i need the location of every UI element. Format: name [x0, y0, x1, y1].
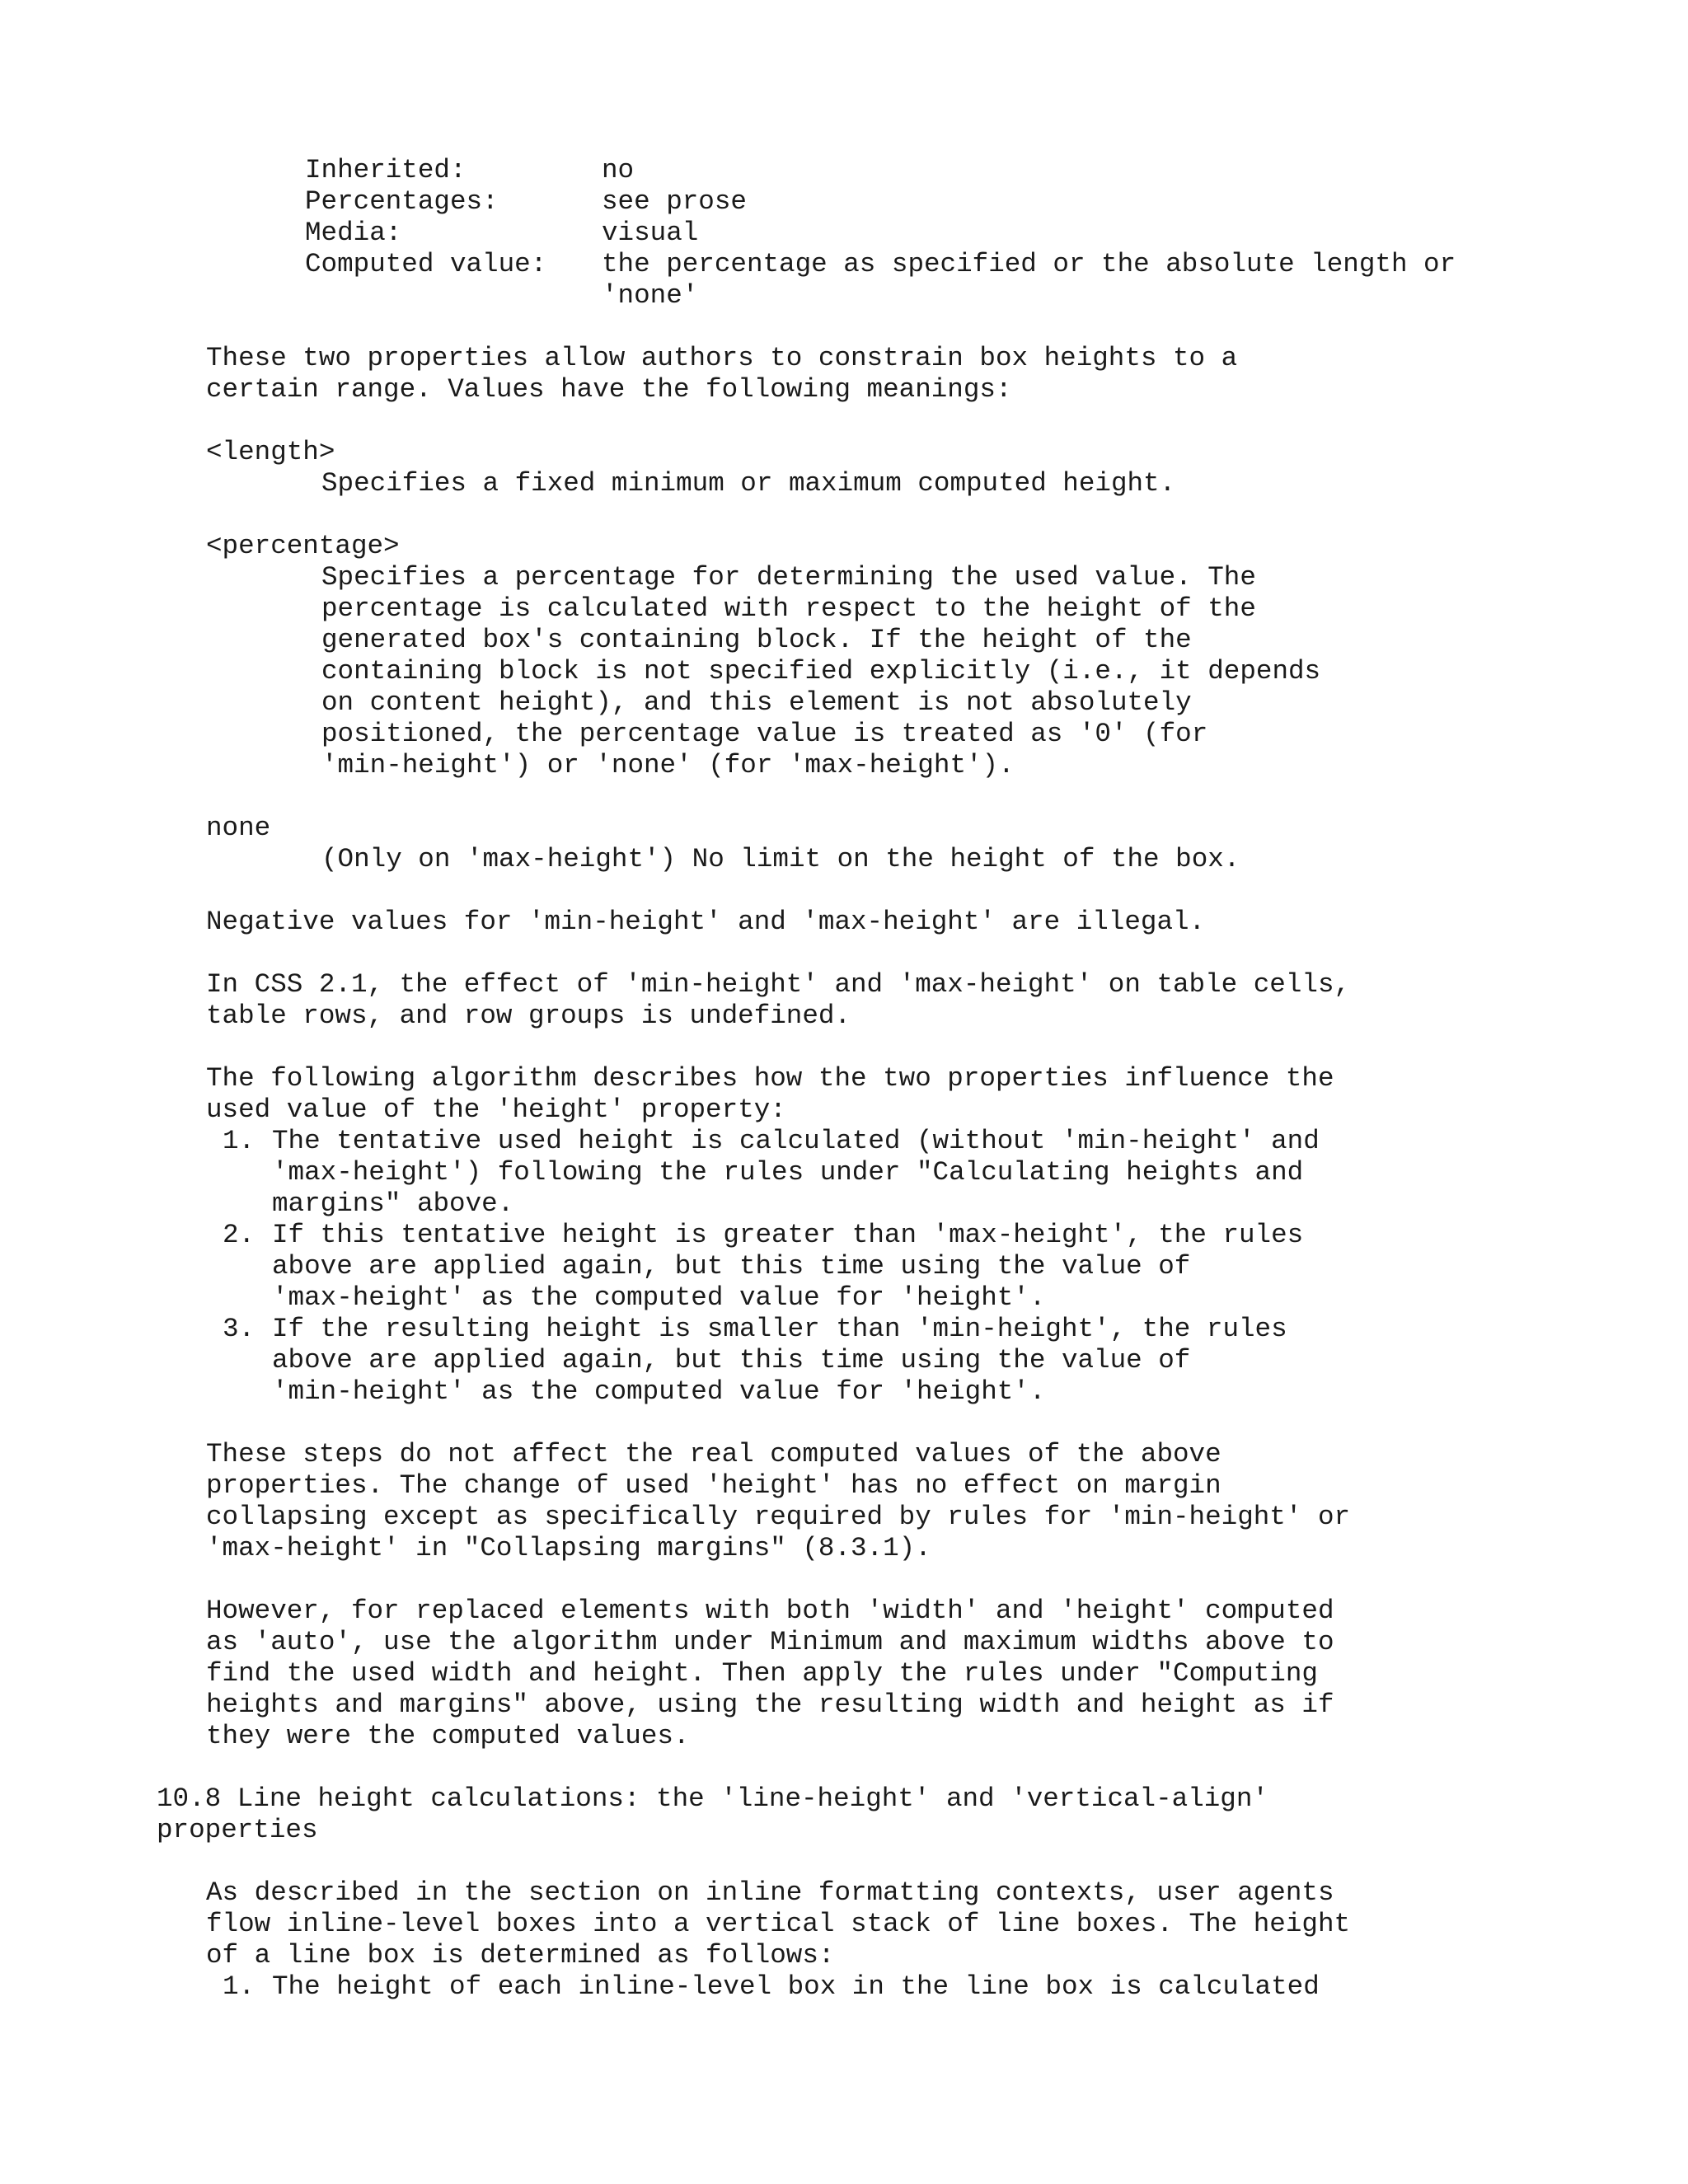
- list-item-line: 'max-height') following the rules under "Calculating heights and: [272, 1157, 1304, 1188]
- list-item-line: The tentative used height is calculated (without 'min-height' and: [272, 1126, 1320, 1156]
- paragraph-line: These two properties allow authors to constrain box heights to a: [206, 343, 1238, 373]
- list-item-line: above are applied again, but this time using the value of: [272, 1251, 1191, 1282]
- property-value: visual: [602, 218, 699, 248]
- paragraph-line: flow inline-level boxes into a vertical stack of line boxes. The height: [206, 1909, 1351, 1939]
- paragraph-line: 'max-height' in "Collapsing margins" (8.3.1).: [206, 1533, 931, 1563]
- definition-line: generated box's containing block. If the height of the: [321, 625, 1192, 655]
- list-item-line: above are applied again, but this time using the value of: [272, 1345, 1191, 1376]
- paragraph-line: In CSS 2.1, the effect of 'min-height' and 'max-height' on table cells,: [206, 969, 1351, 1000]
- list-item-line: The height of each inline-level box in the line box is calculated: [272, 1971, 1320, 2002]
- paragraph-line: certain range. Values have the following meanings:: [206, 374, 1012, 405]
- paragraph-line: as 'auto', use the algorithm under Minimum and maximum widths above to: [206, 1627, 1334, 1657]
- list-item-line: margins" above.: [272, 1188, 514, 1219]
- property-name: Computed value:: [305, 249, 547, 279]
- definition-term: none: [206, 813, 271, 843]
- paragraph-line: find the used width and height. Then apply the rules under "Computing: [206, 1658, 1318, 1689]
- definition-line: on content height), and this element is not absolutely: [321, 687, 1192, 718]
- definition-line: (Only on 'max-height') No limit on the height of the box.: [321, 844, 1240, 874]
- definition-line: containing block is not specified explicitly (i.e., it depends: [321, 656, 1321, 687]
- property-name: Percentages:: [305, 186, 499, 217]
- definition-line: Specifies a fixed minimum or maximum computed height.: [321, 468, 1176, 499]
- list-item-number: 1.: [223, 1126, 256, 1156]
- section-heading: 10.8 Line height calculations: the 'line-height' and 'vertical-align': [157, 1783, 1268, 1814]
- section-heading: properties: [157, 1815, 318, 1845]
- property-name: Inherited:: [305, 155, 467, 185]
- property-value: no: [602, 155, 635, 185]
- list-item-number: 2.: [223, 1220, 256, 1250]
- list-item-line: If the resulting height is smaller than 'min-height', the rules: [272, 1314, 1287, 1344]
- definition-term: <length>: [206, 437, 335, 467]
- paragraph-line: table rows, and row groups is undefined.: [206, 1001, 851, 1031]
- paragraph-line: The following algorithm describes how the two properties influence the: [206, 1063, 1334, 1094]
- paragraph-line: used value of the 'height' property:: [206, 1094, 786, 1125]
- definition-term: <percentage>: [206, 531, 400, 561]
- definition-line: Specifies a percentage for determining the used value. The: [321, 562, 1256, 593]
- property-name: Media:: [305, 218, 402, 248]
- list-item-line: 'max-height' as the computed value for 'height'.: [272, 1282, 1046, 1313]
- paragraph-line: they were the computed values.: [206, 1721, 690, 1751]
- property-value: the percentage as specified or the absolute length or: [602, 249, 1456, 279]
- list-item-line: If this tentative height is greater than 'max-height', the rules: [272, 1220, 1304, 1250]
- paragraph-line: collapsing except as specifically required by rules for 'min-height' or: [206, 1502, 1351, 1532]
- paragraph-line: of a line box is determined as follows:: [206, 1940, 835, 1971]
- property-value-continued: 'none': [602, 280, 699, 311]
- definition-line: percentage is calculated with respect to the height of the: [321, 593, 1256, 624]
- list-item-number: 3.: [223, 1314, 256, 1344]
- paragraph-line: Negative values for 'min-height' and 'max-height' are illegal.: [206, 907, 1206, 937]
- list-item-number: 1.: [223, 1971, 256, 2002]
- definition-line: positioned, the percentage value is treated as '0' (for: [321, 719, 1208, 749]
- paragraph-line: As described in the section on inline formatting contexts, user agents: [206, 1877, 1334, 1908]
- paragraph-line: However, for replaced elements with both 'width' and 'height' computed: [206, 1596, 1334, 1626]
- paragraph-line: These steps do not affect the real computed values of the above: [206, 1439, 1221, 1469]
- list-item-line: 'min-height' as the computed value for 'height'.: [272, 1376, 1046, 1407]
- paragraph-line: properties. The change of used 'height' has no effect on margin: [206, 1470, 1221, 1501]
- paragraph-line: heights and margins" above, using the resulting width and height as if: [206, 1690, 1334, 1720]
- definition-line: 'min-height') or 'none' (for 'max-height').: [321, 750, 1015, 780]
- property-value: see prose: [602, 186, 747, 217]
